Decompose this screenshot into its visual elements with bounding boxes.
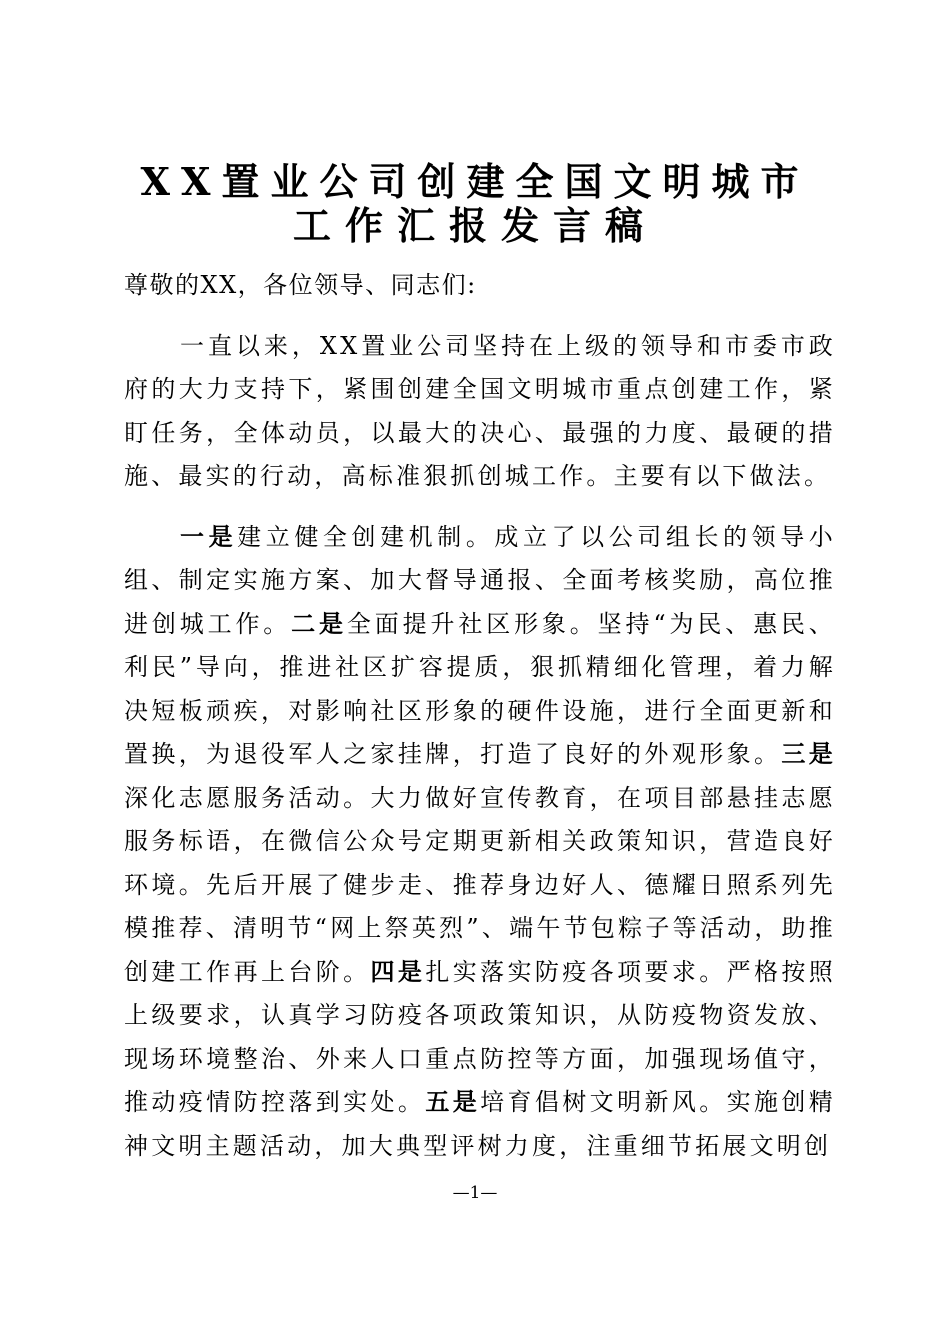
point-4-text: 扎实落实防疫各项要求。严格按照上级要求，认真学习防疫各项政策知识，从防疫物资发放、现场环境整治、外来人口重点防控等方面，加强现场值守，推动疫情防控落到实处。: [124, 957, 837, 1116]
point-5-text: 培育倡树文明新风。实施创精神文明主题活动，加大典型评树力度，注重细节拓展文明创: [124, 1088, 837, 1160]
point-4-label: 四是: [370, 957, 426, 986]
salutation: 尊敬的XX，各位领导、同志们:: [124, 271, 477, 299]
point-2-label: 二是: [291, 609, 347, 638]
point-5-label: 五是: [425, 1088, 481, 1116]
document-title: [110, 160, 840, 248]
intro-paragraph: 一直以来，XX置业公司坚持在上级的领导和市委市政府的大力支持下，紧围创建全国文明城市重点创建工作，紧盯任务，全体动员，以最大的决心、最强的力度、最硬的措施、最实的行动，高标准狠抓创城工作。主要有以下做法。: [124, 331, 836, 490]
page-number: —1—: [452, 1183, 498, 1203]
point-3-label: 三是: [781, 740, 836, 768]
point-2-text: 全面提升社区形象。坚持“为民、惠民、利民”导向，推进社区扩容提质，狠抓精细化管理，着力解决短板顽疾，对影响社区形象的硬件设施，进行全面更新和置换，为退役军人之家挂牌，打造了良好的外观形象。: [124, 609, 837, 768]
point-3-text: 深化志愿服务活动。大力做好宣传教育，在项目部悬挂志愿服务标语，在微信公众号定期更新相关政策知识，营造良好环境。先后开展了健步走、推荐身边好人、德耀日照系列先模推荐、清明节“网上祭英烈”、端午节包粽子等活动，助推创建工作再上台阶。: [124, 783, 836, 986]
document-body: [124, 264, 836, 1168]
point-1-text: 建立健全创建机制。成立了以公司组长的领导小组、制定实施方案、加大督导通报、全面考核奖励，高位推进创城工作。: [124, 522, 836, 638]
title-line-1: XX置业公司创建全国文明城市: [140, 159, 810, 204]
measures-paragraph: [124, 516, 836, 1169]
title-line-2: 工作汇报发言稿: [292, 203, 657, 248]
point-1-label: 一是: [180, 522, 238, 551]
